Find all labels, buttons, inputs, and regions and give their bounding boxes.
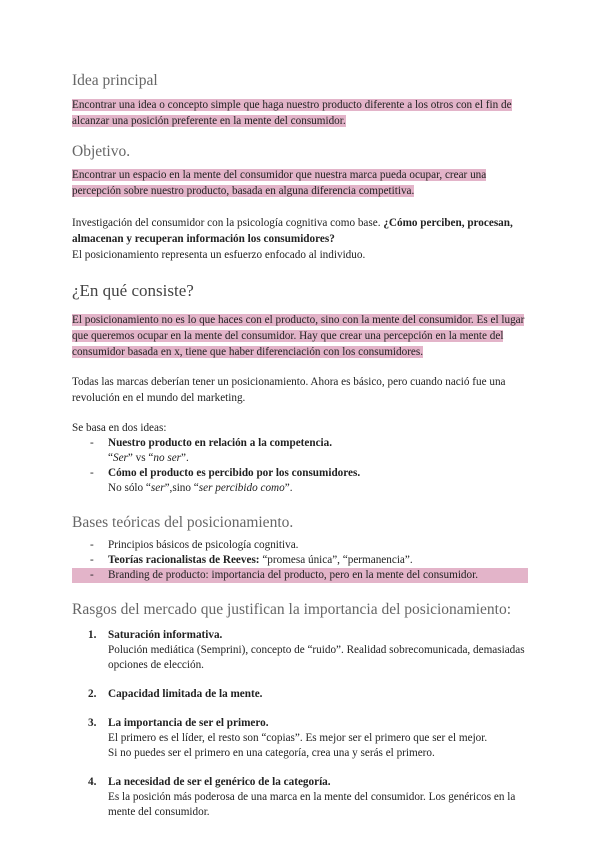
objetivo-heading: Objetivo. — [72, 142, 131, 160]
list-item: 1. Saturación informativa. Polución mediática (Semprini), concepto de “ruido”. Realidad sobrecomunicada, demasiadas opciones de elección. — [88, 628, 525, 671]
list-item: - Nuestro producto en relación a la competencia. “Ser” vs “no ser”. — [72, 436, 528, 466]
list-item: - Principios básicos de psicología cognitiva. — [72, 538, 528, 553]
list-item: 4. La necesidad de ser el genérico de la categoría. Es la posición más poderosa de una marca en la mente del consumidor. Los genéricos en la mente del consumidor. — [88, 775, 516, 818]
consiste-text: El posicionamiento no es lo que haces con el producto, sino con la mente del consumidor. Es el lugar que queremos ocupar en la mente del consumidor. Hay que crear una percepción en la mente del consumidor basada en x, tiene que haber diferenciación con los consumidores. — [72, 313, 525, 358]
list-item: 3. La importancia de ser el primero. El primero es el líder, el resto son “copias”. Es mejor ser el primero que ser el mejor. Si no puedes ser el primero en una categoría, crea una y serás el primero. — [88, 716, 488, 759]
bases-list — [72, 538, 528, 583]
list-item: - Cómo el producto es percibido por los consumidores. No sólo “ser”,sino “ser percibido como”. — [72, 466, 528, 496]
document-page — [72, 60, 528, 820]
list-item: 2. Capacidad limitada de la mente. — [88, 687, 263, 700]
list-item: - Branding de producto: importancia del producto, pero en la mente del consumidor. — [72, 568, 528, 583]
rasgos-heading: Rasgos del mercado que justifican la importancia del posicionamiento: — [72, 601, 512, 619]
list-item: - Teorías racionalistas de Reeves: “promesa única”, “permanencia”. — [72, 553, 528, 568]
objetivo-text: Encontrar un espacio en la mente del consumidor que nuestra marca pueda ocupar, crear una percepción sobre nuestro producto, basada en alguna diferencia competitiva. — [72, 169, 487, 198]
rasgos-list — [72, 628, 528, 820]
ideas-list — [72, 436, 528, 496]
marcas-paragraph: Todas las marcas deberían tener un posicionamiento. Ahora es básico, pero cuando nació fue una revolución en el mundo del marketing. — [72, 375, 506, 404]
en-que-consiste-heading: ¿En qué consiste? — [72, 281, 194, 301]
idea-principal-text: Encontrar una idea o concepto simple que haga nuestro producto diferente a los otros con el fin de alcanzar una posición preferente en la mente del consumidor. — [72, 98, 512, 127]
bases-teoricas-heading: Bases teóricas del posicionamiento. — [72, 513, 294, 531]
ideas-intro: Se basa en dos ideas: — [72, 421, 167, 434]
idea-principal-heading: Idea principal — [72, 72, 158, 89]
investigacion-paragraph: Investigación del consumidor con la psicología cognitiva como base. ¿Cómo perciben, procesan, almacenan y recuperan información los consumidores? El posicionamiento representa un esfuerzo enfocado al individuo. — [72, 217, 513, 262]
investigacion-question: ¿Cómo perciben, procesan, almacenan y recuperan información los consumidores? — [72, 217, 513, 246]
